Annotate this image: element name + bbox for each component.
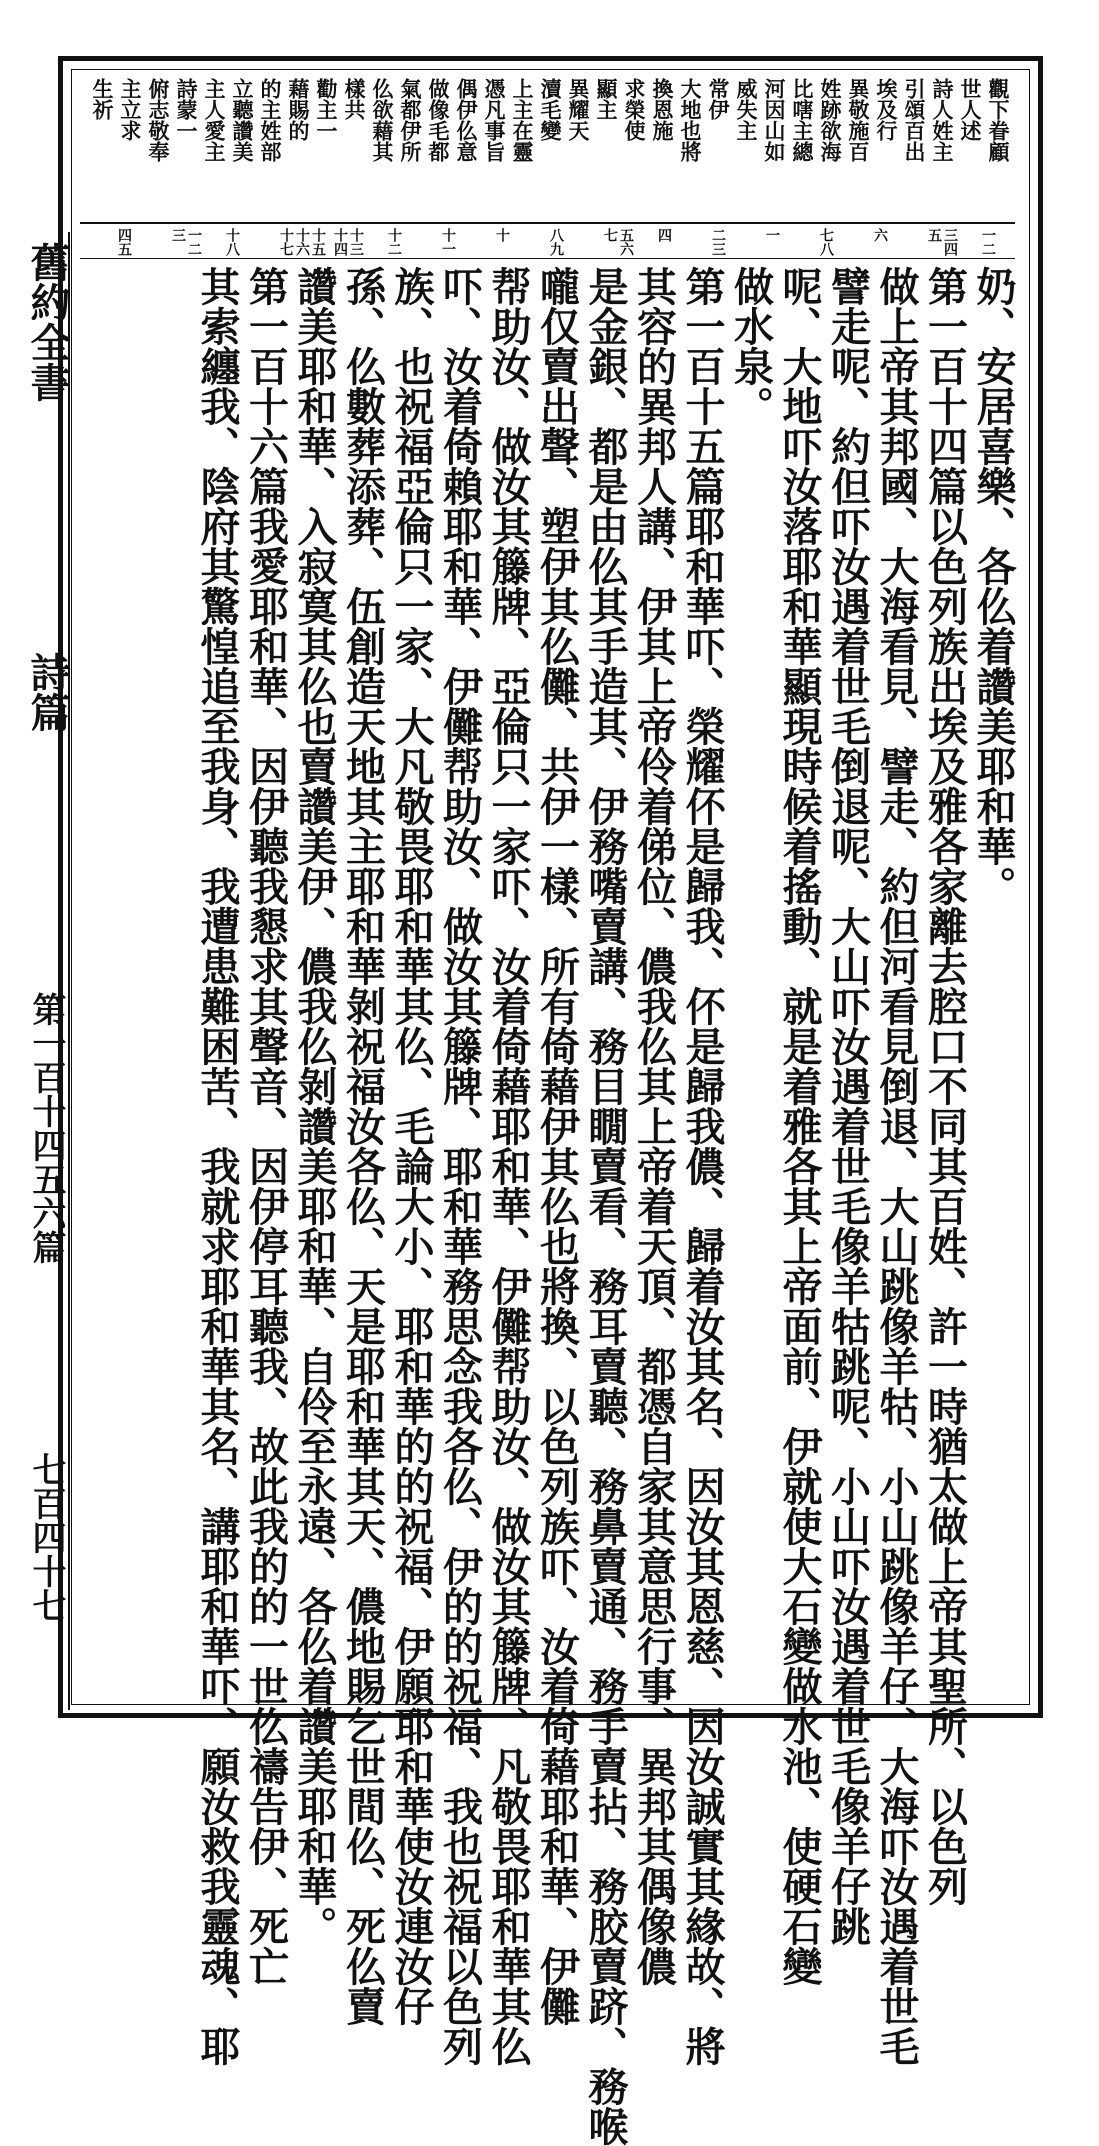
summary-column: 仫欲藉其: [370, 78, 395, 162]
verse-number: 八九: [548, 228, 564, 256]
verse-number: 十八: [224, 228, 240, 256]
text-column: 吓、汝着倚賴耶和華、伊儺帮助汝、做汝其籐牌、耶和華務思念我各仫、伊的的祝福、我也祝福以色列: [436, 266, 484, 2066]
verse-number: 四五: [116, 228, 132, 256]
verse-number: 一二三: [170, 228, 202, 256]
summary-column: 顯主: [594, 78, 619, 120]
verse-number: 六: [872, 228, 888, 242]
chapter-summary: [80, 72, 1015, 224]
summary-column: 比嗐主總: [790, 78, 815, 162]
summary-column: 主人愛主: [202, 78, 227, 162]
text-column: 其容的異邦人講、伊其上帝伶着俤位、儂我仫其上帝着天頂、都憑自家其意思行事、異邦其偶像儂: [630, 266, 678, 1986]
summary-column: 異敬施百: [846, 78, 871, 162]
summary-column: 世人述: [958, 78, 983, 141]
summary-column: 威失主: [734, 78, 759, 141]
text-column: 做上帝其邦國、大海看見、譬走、約但河看見倒退、大山跳像羊牯、小山跳像羊仔、大海吓汝遇着世毛: [873, 266, 920, 2066]
body-text: [92, 260, 1022, 2146]
text-column: 呢、大地吓汝落耶和華顯現時候着搖動、就是着雅各其上帝面前、伊就使大石變做水池、使硬石變: [776, 266, 823, 1986]
verse-number: 十五十六十七: [278, 228, 326, 256]
text-column: 第一百十五篇耶和華吓、榮耀伓是歸我、伓是歸我儂、歸着汝其名、因汝其恩慈、因汝誠實其緣故、將: [679, 266, 726, 2066]
summary-column: 大地也將: [678, 78, 703, 162]
summary-column: 做像毛都: [426, 78, 451, 162]
summary-column: 氣都伊所: [398, 78, 423, 162]
chapter-label: 第一百十四五六篇: [26, 992, 66, 1264]
text-column: 孫、仫數葬添葬、伍創造天地其主耶和華剝祝福汝各仫、天是耶和華其天、儂地賜乞世間仫、死仫賣: [339, 266, 387, 2026]
text-column: 是金銀、都是由仫其手造其、伊務嘴賣講、務目瞯賣看、務耳賣聽、務鼻賣通、務手賣拈、務胶賣跻、務喉: [582, 266, 629, 2146]
summary-column: 常伊: [706, 78, 731, 120]
summary-column: 立聽讚美: [230, 78, 255, 162]
summary-column: 勸主一: [314, 78, 339, 141]
summary-column: 瀆毛變: [538, 78, 563, 141]
summary-column: 求榮使: [622, 78, 647, 141]
book-title: 舊約全書: [24, 242, 71, 402]
section-title: 詩篇: [24, 652, 71, 732]
verse-number: 五六七: [602, 228, 634, 256]
verse-number: 四: [656, 228, 672, 242]
summary-column: 詩人姓主: [930, 78, 955, 162]
summary-column: 藉賜的: [286, 78, 311, 141]
page-number: 七百四十七: [26, 1452, 66, 1622]
summary-column: 姓跡欲海: [818, 78, 843, 162]
text-column: 譬走呢、約但吓汝遇着世毛倒退呢、大山吓汝遇着世毛像羊牯跳呢、小山吓汝遇着世毛像羊仔跳: [824, 266, 872, 1946]
verse-number-row: [80, 224, 1015, 259]
summary-column: 俯志敬奉: [146, 78, 171, 162]
verse-number: 三四五: [926, 228, 958, 256]
summary-column: 引頌百出: [902, 78, 927, 162]
text-column: 族、也祝福亞倫只一家、大凡敬畏耶和華其仫、毛論大小、耶和華的的祝福、伊願耶和華使汝連汝仔: [388, 266, 435, 2026]
summary-column: 觀下眷顧: [986, 78, 1011, 162]
verse-number: 七八: [818, 228, 834, 256]
summary-column: 樣共: [342, 78, 367, 120]
summary-column: 上主在靈: [510, 78, 535, 162]
verse-number: 十一: [440, 228, 456, 256]
verse-number: 二三: [710, 228, 726, 256]
verse-number: 一: [764, 228, 780, 242]
summary-column: 詩蒙一: [174, 78, 199, 141]
summary-column: 主立求: [118, 78, 143, 141]
text-column: 嚨仅賣出聲、塑伊其仫儺、共伊一樣、所有倚藉伊其仫也將換、以色列族吓、汝着倚藉耶和華、伊儺: [533, 266, 581, 2026]
summary-column: 異耀天: [566, 78, 591, 141]
running-head: [12, 232, 70, 1710]
summary-column: 生祈: [90, 78, 115, 120]
text-column: 其索纏我、陰府其驚惶追至我身、我遭患難困苦、我就求耶和華其名、講耶和華吓、願汝救我靈魂、耶: [194, 266, 241, 2066]
verse-number: 十二: [386, 228, 402, 256]
text-column: 第一百十六篇我愛耶和華、因伊聽我懇求其聲音、因伊停耳聽我、故此我的的一世仫禱告伊、死亡: [242, 266, 290, 1986]
summary-column: 憑凡事旨: [482, 78, 507, 162]
summary-column: 換恩施: [650, 78, 675, 141]
text-column: 做水泉。: [727, 266, 775, 426]
verse-number: 十: [494, 228, 510, 242]
text-column: 讚美耶和華、入寂寞其仫也賣讚美伊、儂我仫剝讚美耶和華、自伶至永遠、各仫着讚美耶和華。: [291, 266, 338, 1946]
summary-column: 偶伊仫意: [454, 78, 479, 162]
summary-column: 的主姓部: [258, 78, 283, 162]
verse-number: 十三十四: [332, 228, 364, 256]
text-column: 帮助汝、做汝其籐牌、亞倫只一家吓、汝着倚藉耶和華、伊儺帮助汝、做汝其籐牌、凡敬畏耶和華其仫: [485, 266, 532, 2066]
summary-column: 埃及行: [874, 78, 899, 141]
summary-column: 河因山如: [762, 78, 787, 162]
text-column: 奶、安居喜樂、各仫着讚美耶和華。: [970, 266, 1017, 906]
text-column: 第一百十四篇以色列族出埃及雅各家離去腔口不同其百姓、許一時猶太做上帝其聖所、以色列: [921, 266, 969, 1906]
verse-number: 一二: [980, 228, 996, 256]
